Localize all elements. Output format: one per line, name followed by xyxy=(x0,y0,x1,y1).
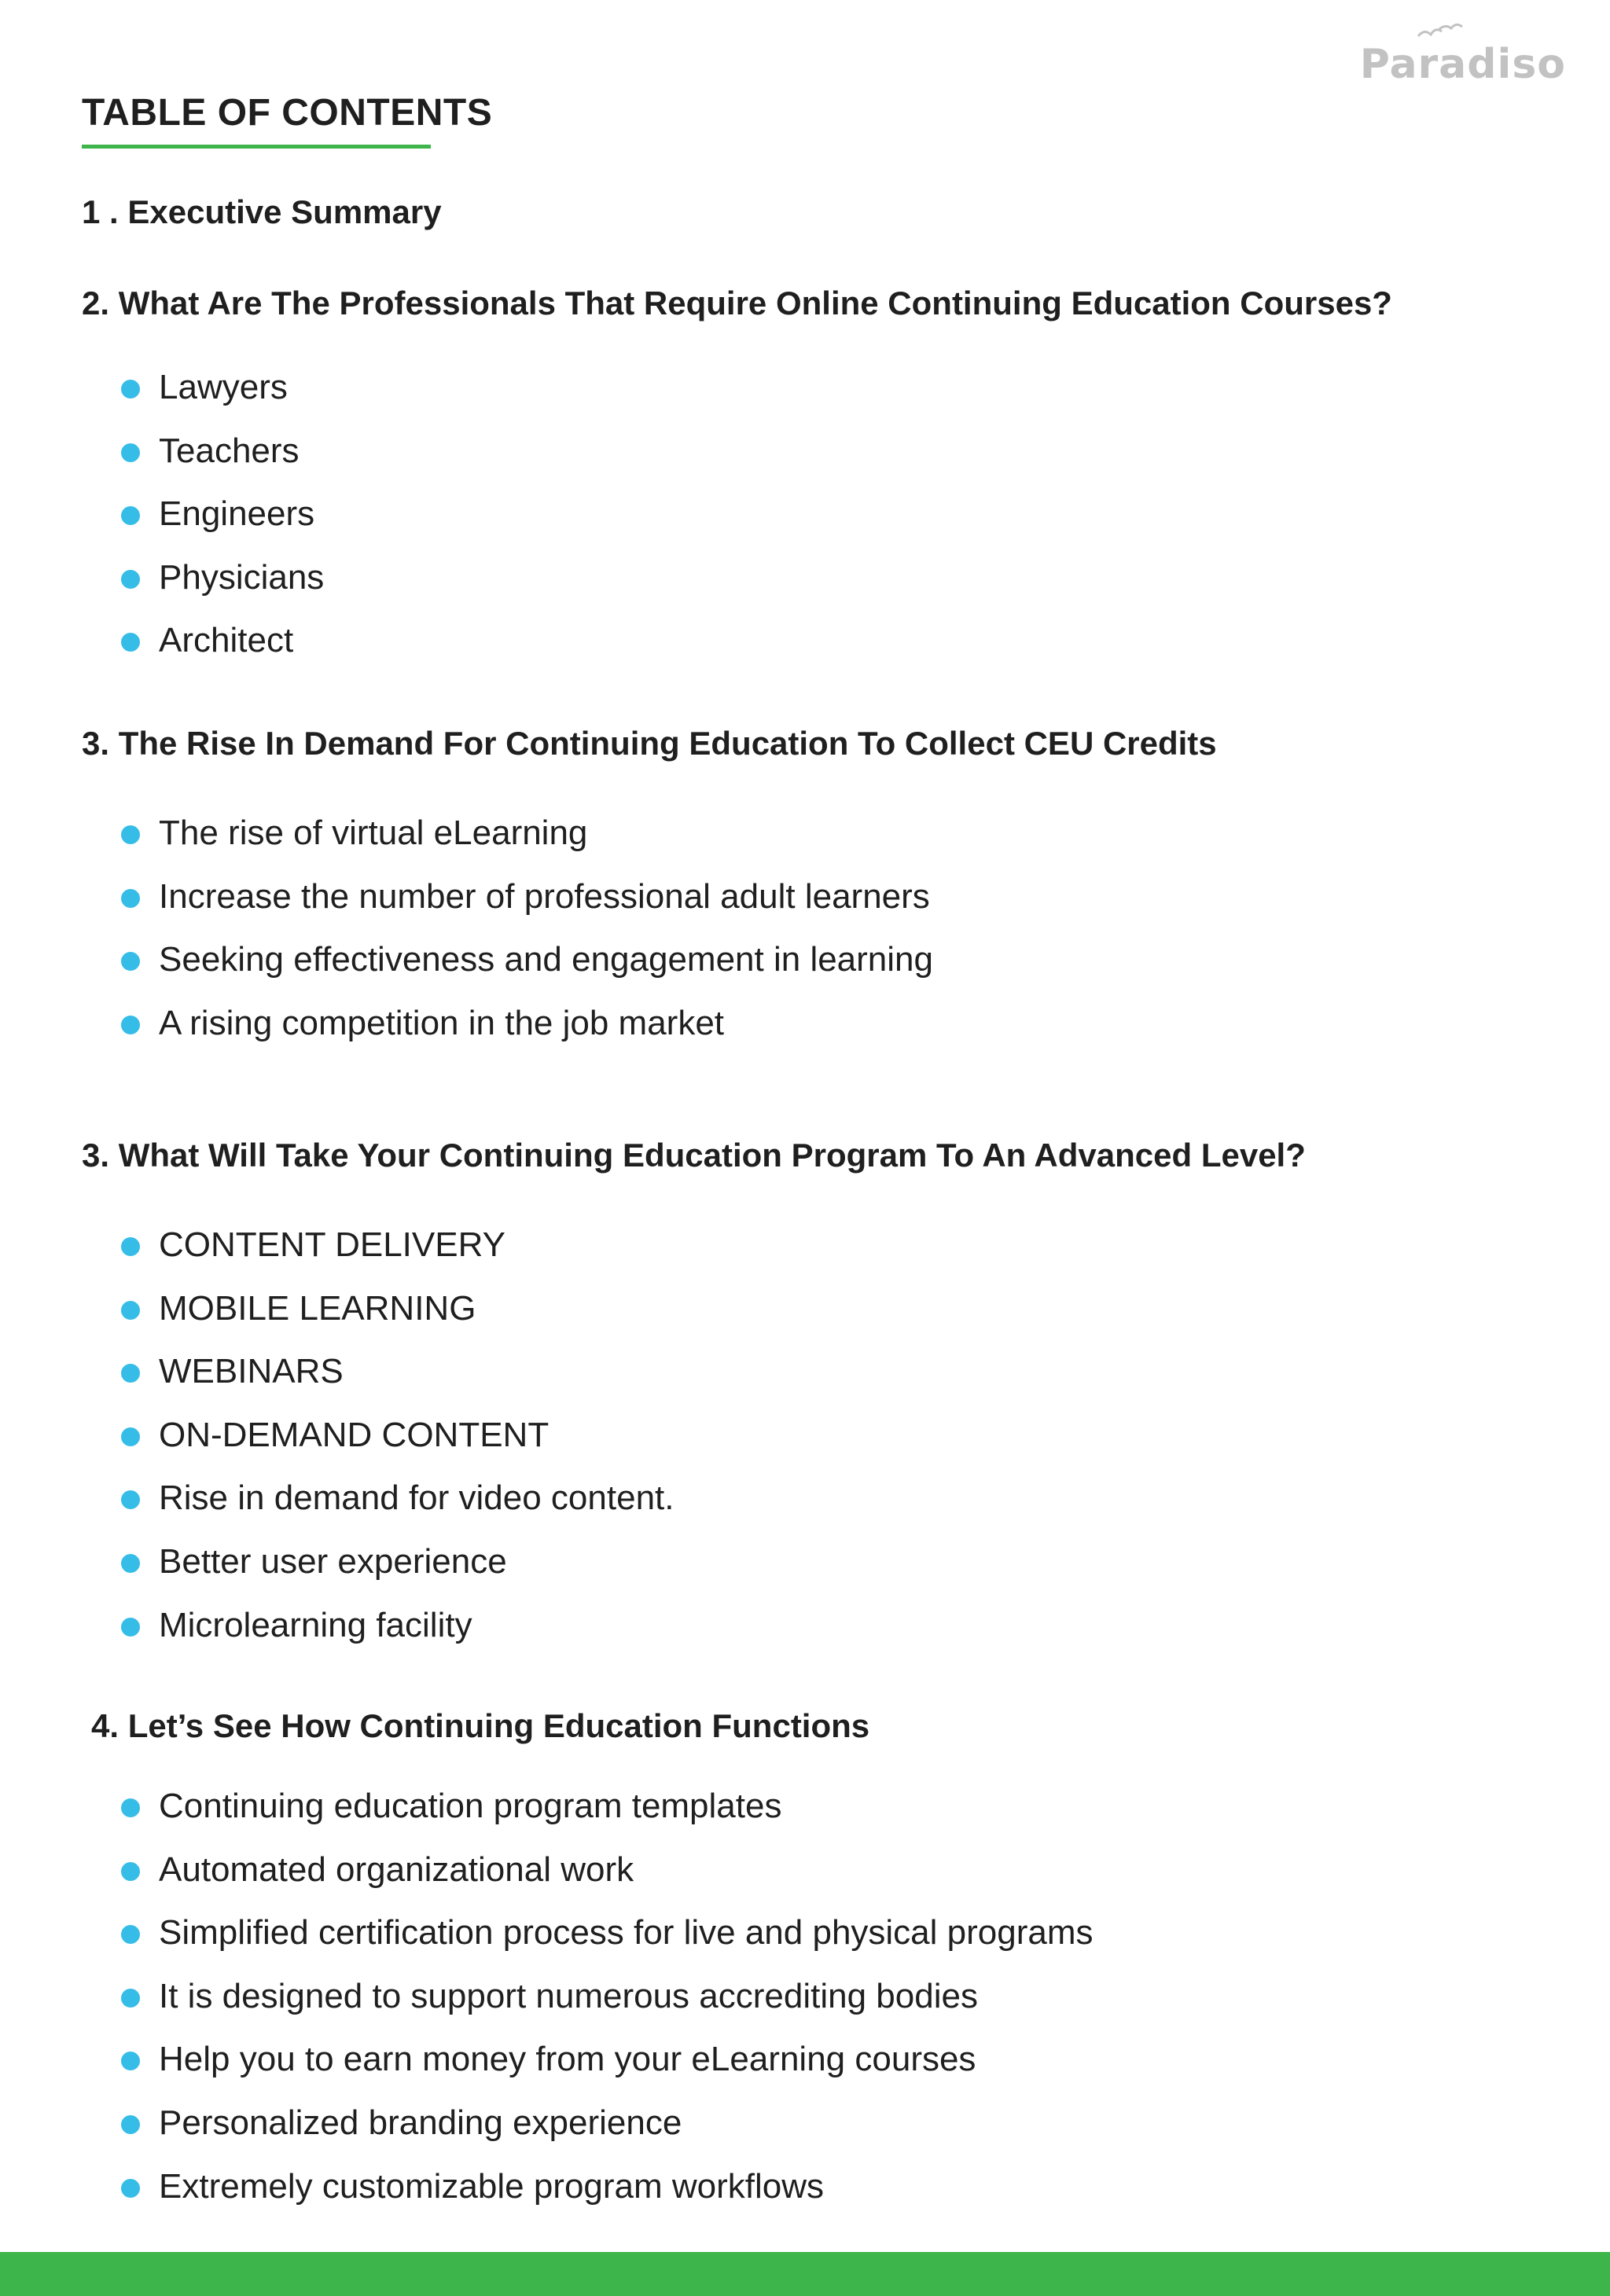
bullet-icon xyxy=(121,1237,140,1256)
list-item: Extremely customizable program workflows xyxy=(121,2166,1094,2230)
bullet-icon xyxy=(121,952,140,971)
list-item: Engineers xyxy=(121,494,324,557)
bullet-icon xyxy=(121,825,140,844)
list-item: Physicians xyxy=(121,557,324,621)
bullet-icon xyxy=(121,1016,140,1034)
list-item: The rise of virtual eLearning xyxy=(121,813,933,876)
bullet-icon xyxy=(121,1925,140,1944)
bullet-icon xyxy=(121,1862,140,1881)
list-item: Rise in demand for video content. xyxy=(121,1478,675,1541)
section-2-list xyxy=(121,367,324,684)
section-heading-4: 3. What Will Take Your Continuing Education Program To An Advanced Level? xyxy=(82,1137,1306,1174)
section-heading-5: 4. Let’s See How Continuing Education Functions xyxy=(91,1707,870,1744)
bullet-icon xyxy=(121,1427,140,1446)
bullet-icon xyxy=(121,443,140,462)
section-heading-1: 1 . Executive Summary xyxy=(82,193,442,230)
list-item: CONTENT DELIVERY xyxy=(121,1225,675,1288)
bullet-icon xyxy=(121,1989,140,2008)
list-item: Teachers xyxy=(121,431,324,494)
bullet-icon xyxy=(121,1490,140,1509)
section-heading-3: 3. The Rise In Demand For Continuing Education To Collect CEU Credits xyxy=(82,725,1217,762)
bullet-icon xyxy=(121,2052,140,2070)
list-item: Personalized branding experience xyxy=(121,2103,1094,2166)
list-item: ON-DEMAND CONTENT xyxy=(121,1415,675,1479)
list-item: Seeking effectiveness and engagement in learning xyxy=(121,939,933,1003)
bullet-icon xyxy=(121,2115,140,2134)
section-4-list xyxy=(121,1225,675,1668)
paradiso-logo xyxy=(1359,22,1566,88)
list-item: Lawyers xyxy=(121,367,324,431)
list-item: MOBILE LEARNING xyxy=(121,1288,675,1352)
bullet-icon xyxy=(121,570,140,589)
bullet-icon xyxy=(121,506,140,525)
bullet-icon xyxy=(121,1618,140,1637)
bullet-icon xyxy=(121,889,140,908)
logo-text: Paradiso xyxy=(1359,41,1566,88)
section-5-list xyxy=(121,1786,1094,2229)
list-item: Automated organizational work xyxy=(121,1850,1094,1913)
list-item: Architect xyxy=(121,620,324,684)
bullet-icon xyxy=(121,1301,140,1320)
bullet-icon xyxy=(121,2179,140,2198)
list-item: Microlearning facility xyxy=(121,1605,675,1669)
birds-icon xyxy=(1415,22,1478,42)
page-title: TABLE OF CONTENTS xyxy=(82,92,493,134)
list-item: Increase the number of professional adult learners xyxy=(121,876,933,940)
list-item: Help you to earn money from your eLearning courses xyxy=(121,2039,1094,2103)
list-item: Simplified certification process for live and physical programs xyxy=(121,1912,1094,1976)
bullet-icon xyxy=(121,1554,140,1573)
bullet-icon xyxy=(121,1798,140,1817)
list-item: Continuing education program templates xyxy=(121,1786,1094,1850)
list-item: WEBINARS xyxy=(121,1351,675,1415)
list-item: A rising competition in the job market xyxy=(121,1003,933,1067)
section-3-list xyxy=(121,813,933,1066)
title-underline xyxy=(82,145,431,149)
bullet-icon xyxy=(121,380,140,399)
bullet-icon xyxy=(121,1364,140,1383)
footer-bar xyxy=(0,2252,1610,2296)
list-item: Better user experience xyxy=(121,1541,675,1605)
bullet-icon xyxy=(121,633,140,652)
section-heading-2: 2. What Are The Professionals That Require Online Continuing Education Courses? xyxy=(82,285,1392,321)
list-item: It is designed to support numerous accrediting bodies xyxy=(121,1976,1094,2040)
